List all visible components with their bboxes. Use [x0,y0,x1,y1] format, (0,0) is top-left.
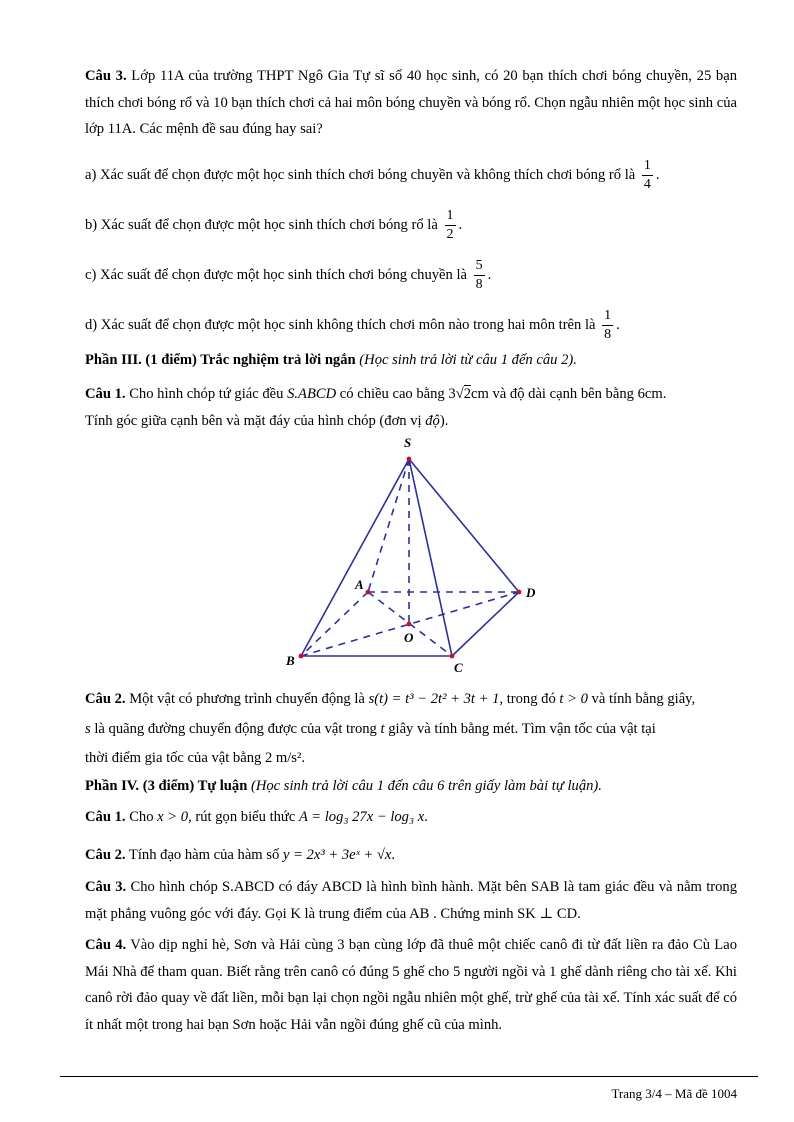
fraction-a: $\frac{1}{4}$ [643,158,651,192]
page-footer: Trang 3/4 – Mã đề 1004 [611,1086,737,1101]
part4-q1: Câu 1. Cho x > 0, rút gọn biểu thức A = log₃ 27x − log₃ x. [85,809,428,825]
fraction-c: $\frac{5}{8}$ [475,258,483,292]
q3-option-d: d) Xác suất để chọn được một học sinh không thích chơi môn nào trong hai môn trên là $\frac{1}{8}$ . [85,308,620,342]
point-O [407,622,412,627]
point-D [517,590,522,595]
part3-q2-line3: thời điểm gia tốc của vật bằng 2 m/s². [85,750,306,766]
point-C [450,654,455,659]
part3-q2-line1: Câu 2. Một vật có phương trình chuyển động là s(t) = t³ − 2t² + 3t + 1, trong đó t > 0 và tính bằng giây, [85,691,696,707]
part3-heading: Phần III. (1 điểm) Trắc nghiệm trả lời ngắn (Học sinh trả lời từ câu 1 đến câu 2). [85,352,577,368]
q3-label: Câu 3. [85,68,127,84]
label-C: C [454,660,463,675]
q3-stem [85,63,737,143]
q3-stem-text: Lớp 11A của trường THPT Ngô Gia Tự sĩ số 40 học sinh, có 20 bạn thích chơi bóng chuyền, 25 bạn thích chơi bóng rổ và 10 bạn thích chơi cả hai môn bóng chuyền và bóng rổ. Chọn ngẫu nhiên một học sinh của lớp 11A. Các mệnh đề sau đúng hay sai? [85,68,738,137]
q3-option-c-text: c) Xác suất để chọn được một học sinh thích chơi bóng chuyền là [85,266,468,283]
part3-q2-line2: s là quãng đường chuyển động được của vật trong t giây và tính bằng mét. Tìm vận tốc của vật tại [85,721,656,737]
part4-q3: Câu 3. Cho hình chóp S.ABCD có đáy ABCD là hình bình hành. Mặt bên SAB là tam giác đều và nằm trong mặt phẳng vuông góc với đáy. Gọi K là trung điểm của AB . Chứng minh SK ⊥ CD. [85,879,738,922]
part4-heading: Phần IV. (3 điểm) Tự luận (Học sinh trả lời câu 1 đến câu 6 trên giấy làm bài tự luận). [85,778,602,794]
pyramid-diagram [270,434,550,679]
label-B: B [286,653,295,668]
edge-SD [409,459,519,592]
label-A: A [355,577,364,592]
point-S [407,457,412,462]
q3-option-c: c) Xác suất để chọn được một học sinh thích chơi bóng chuyền là $\frac{5}{8}$ . [85,258,492,292]
edge-SB [301,459,409,656]
height-value: 3√2cm [448,386,489,402]
part3-q1-line2: Tính góc giữa cạnh bên và mặt đáy của hình chóp (đơn vị độ). [85,413,449,429]
fraction-d: $\frac{1}{8}$ [604,308,612,342]
label-D: D [526,585,536,600]
point-A [366,590,371,595]
point-B [299,654,304,659]
label-S: S [404,435,412,450]
q3-option-a: a) Xác suất để chọn được một học sinh thích chơi bóng chuyền và không thích chơi bóng rổ là $\frac{1}{4}$ . [85,158,660,192]
q3-option-a-text: a) Xác suất để chọn được một học sinh thích chơi bóng chuyền và không thích chơi bóng rổ là [85,166,636,183]
edge-SC [409,459,452,656]
footer-divider [60,1076,758,1077]
part4-q4: Câu 4. Vào dịp nghỉ hè, Sơn và Hải cùng 3 bạn cùng lớp đã thuê một chiếc canô đi từ đất liền ra đảo Cù Lao Mái Nhà để tham quan. Biết rằng trên canô có đúng 5 ghế cho 5 người ngồi và 1 ghế dành riêng cho tài xế. Khi canô rời đảo quay về đất liền, mỗi bạn lại chọn ngồi ngẫu nhiên một ghế, trừ ghế của tài xế. Tính xác suất để có ít nhất một trong hai bạn Sơn hoặc Hải vẫn ngồi đúng ghế cũ của mình. [85,937,737,1033]
label-O: O [404,630,414,645]
pyramid-figure [270,434,550,679]
hidden-edge-AB [301,592,368,656]
hidden-edge-SA [368,459,409,592]
fraction-b: $\frac{1}{2}$ [446,208,454,242]
q3-option-b-text: b) Xác suất để chọn được một học sinh thích chơi bóng rổ là [85,216,438,233]
edge-CD [452,592,519,656]
part3-q1-line1: Câu 1. Cho hình chóp tứ giác đều S.ABCD có chiều cao bằng 3√2cm và độ dài cạnh bên bằng 6cm. [85,386,667,402]
q3-option-d-text: d) Xác suất để chọn được một học sinh không thích chơi môn nào trong hai môn trên là [85,316,596,333]
part4-q2: Câu 2. Tính đạo hàm của hàm số y = 2x³ + 3eˣ + √x. [85,847,396,863]
q3-option-b: b) Xác suất để chọn được một học sinh thích chơi bóng rổ là $\frac{1}{2}$ . [85,208,463,242]
